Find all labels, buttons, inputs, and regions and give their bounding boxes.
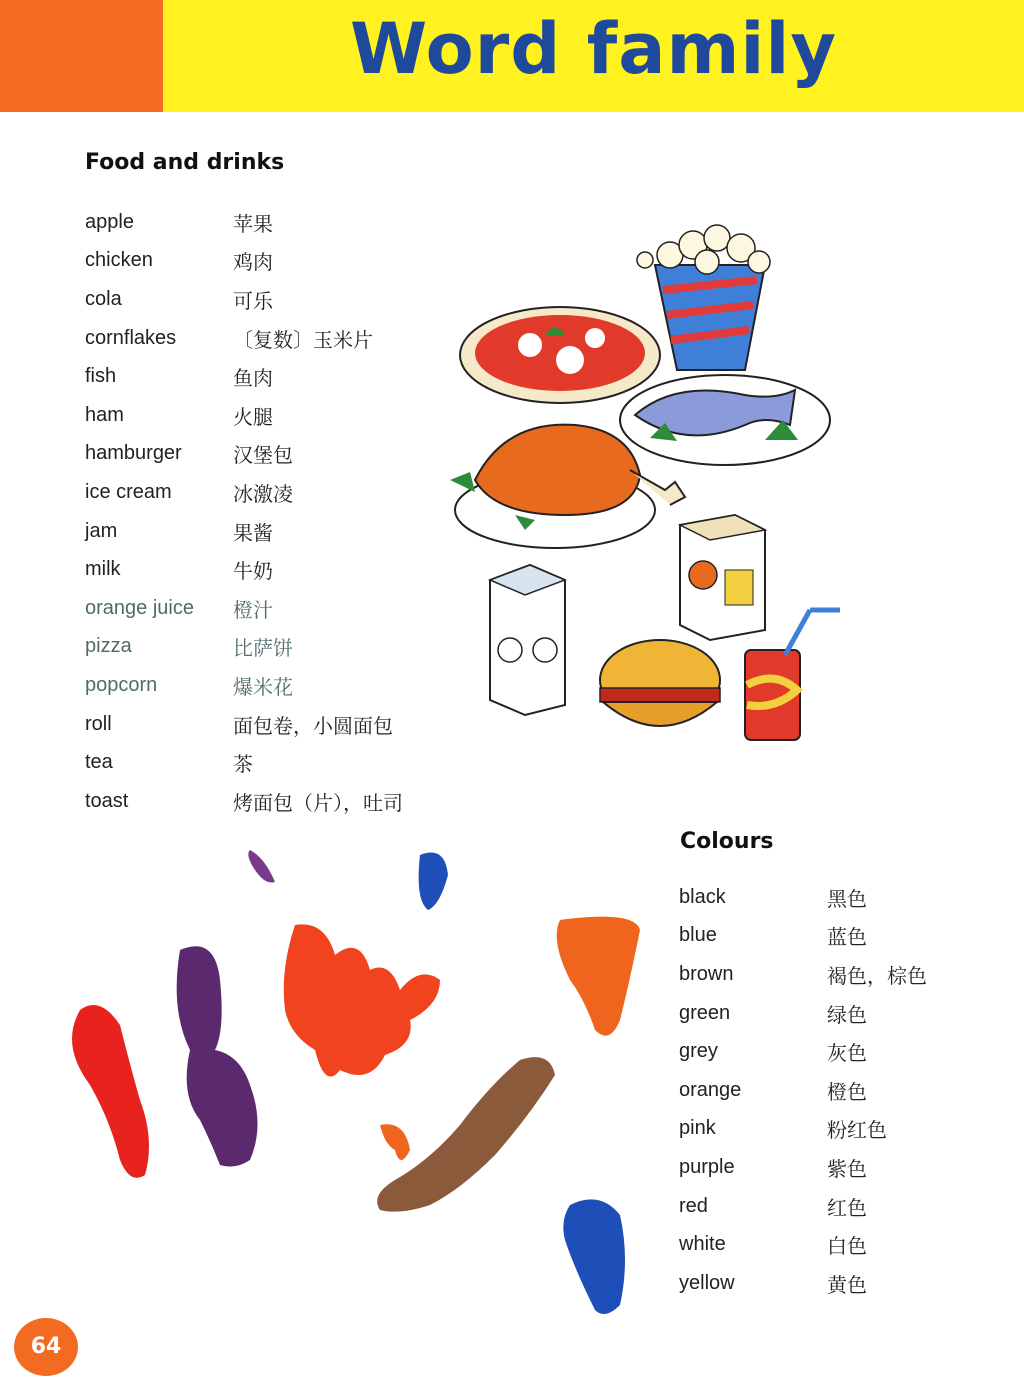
vocab-english: hamburger — [85, 442, 182, 465]
orange-red-splash — [284, 924, 440, 1076]
juice-carton-icon — [680, 515, 765, 640]
vocab-english: orange juice — [85, 596, 194, 619]
vocab-chinese: 粉红色 — [827, 1118, 887, 1143]
vocab-english: ham — [85, 403, 124, 426]
vocab-chinese: 苹果 — [233, 211, 273, 236]
vocab-english: apple — [85, 210, 134, 233]
hamburger-icon — [600, 640, 720, 726]
blue-drop-splash — [419, 853, 448, 911]
vocab-row — [85, 319, 403, 358]
vocab-english: fish — [85, 365, 117, 388]
paint-splash-illustration — [50, 840, 660, 1330]
vocab-english: brown — [679, 962, 734, 985]
red-splash — [72, 1005, 149, 1178]
vocab-english: ice cream — [85, 480, 172, 503]
vocab-row — [679, 1110, 927, 1149]
vocab-chinese: 茶 — [233, 752, 253, 777]
vocab-row — [85, 589, 403, 628]
fish-plate-icon — [620, 375, 830, 465]
colours-heading: Colours — [680, 829, 774, 854]
vocab-english: tea — [85, 751, 113, 774]
vocab-chinese: 果酱 — [233, 520, 273, 545]
vocab-chinese: 褐色，棕色 — [827, 963, 927, 988]
vocab-chinese: 红色 — [827, 1195, 867, 1220]
page-title: Word family — [349, 8, 838, 90]
vocab-english: white — [679, 1233, 726, 1256]
vocab-english: purple — [679, 1155, 735, 1178]
vocab-row — [85, 512, 403, 551]
vocab-chinese: 鸡肉 — [233, 250, 273, 275]
vocab-row — [85, 203, 403, 242]
vocab-row — [679, 1148, 927, 1187]
vocab-english: orange — [679, 1078, 742, 1101]
vocab-chinese: 白色 — [827, 1234, 867, 1259]
vocab-row — [679, 1187, 927, 1226]
vocab-chinese: 紫色 — [827, 1156, 867, 1181]
vocab-row — [85, 280, 403, 319]
vocab-row — [679, 917, 927, 956]
pizza-icon — [460, 307, 660, 403]
vocab-row — [85, 743, 403, 782]
food-word-list — [85, 203, 403, 821]
orange-splash — [557, 917, 640, 1036]
vocab-english: grey — [679, 1040, 718, 1063]
vocab-row — [679, 1225, 927, 1264]
vocab-chinese: 面包卷，小圆面包 — [233, 713, 393, 738]
vocab-row — [679, 994, 927, 1033]
vocab-row — [85, 628, 403, 667]
vocab-chinese: 灰色 — [827, 1041, 867, 1066]
vocab-row — [679, 955, 927, 994]
vocab-english: chicken — [85, 249, 153, 272]
vocab-english: toast — [85, 789, 129, 812]
vocab-english: blue — [679, 924, 717, 947]
vocab-chinese: 鱼肉 — [233, 366, 273, 391]
vocab-english: green — [679, 1001, 731, 1024]
vocab-english: roll — [85, 712, 112, 735]
purple-splash — [177, 946, 258, 1166]
page-number: 64 — [14, 1318, 78, 1376]
vocab-row — [679, 1032, 927, 1071]
vocab-chinese: 黄色 — [827, 1272, 867, 1297]
vocab-row — [679, 1071, 927, 1110]
vocab-row — [85, 242, 403, 281]
vocab-row — [679, 878, 927, 917]
food-heading: Food and drinks — [85, 150, 285, 175]
vocab-english: black — [679, 885, 726, 908]
vocab-row — [85, 666, 403, 705]
vocab-english: popcorn — [85, 673, 158, 696]
blue-splash — [563, 1199, 625, 1314]
vocab-chinese: 爆米花 — [233, 674, 293, 699]
milk-carton-icon — [490, 565, 565, 715]
vocab-chinese: 比萨饼 — [233, 636, 293, 661]
colours-word-list — [679, 878, 927, 1303]
vocab-chinese: 黑色 — [827, 886, 867, 911]
header-accent-block — [0, 0, 163, 112]
vocab-chinese: 冰激凌 — [233, 481, 293, 506]
vocab-chinese: 火腿 — [233, 404, 273, 429]
vocab-english: pink — [679, 1117, 716, 1140]
vocab-chinese: 橙色 — [827, 1079, 867, 1104]
vocab-english: cornflakes — [85, 326, 177, 349]
food-illustration — [445, 210, 855, 750]
vocab-row — [85, 473, 403, 512]
vocab-chinese: 橙汁 — [233, 597, 273, 622]
vocab-row — [85, 705, 403, 744]
vocab-english: jam — [85, 519, 118, 542]
vocab-english: red — [679, 1194, 708, 1217]
vocab-english: cola — [85, 287, 122, 310]
small-orange-splash — [380, 1124, 410, 1160]
vocab-english: pizza — [85, 635, 132, 658]
vocab-chinese: 绿色 — [827, 1002, 867, 1027]
vocab-row — [85, 396, 403, 435]
vocab-english: milk — [85, 558, 121, 581]
vocab-chinese: 蓝色 — [827, 925, 867, 950]
vocab-row — [85, 782, 403, 821]
vocab-row — [85, 550, 403, 589]
vocab-row — [85, 357, 403, 396]
vocab-english: yellow — [679, 1271, 735, 1294]
vocab-row — [85, 435, 403, 474]
small-purple-splash — [248, 850, 275, 883]
vocab-chinese: 可乐 — [233, 288, 273, 313]
vocab-row — [679, 1264, 927, 1303]
vocab-chinese: 汉堡包 — [233, 443, 293, 468]
vocab-chinese: 烤面包（片），吐司 — [233, 790, 403, 815]
vocab-chinese: 牛奶 — [233, 559, 273, 584]
vocab-chinese: 〔复数〕玉米片 — [233, 327, 373, 352]
